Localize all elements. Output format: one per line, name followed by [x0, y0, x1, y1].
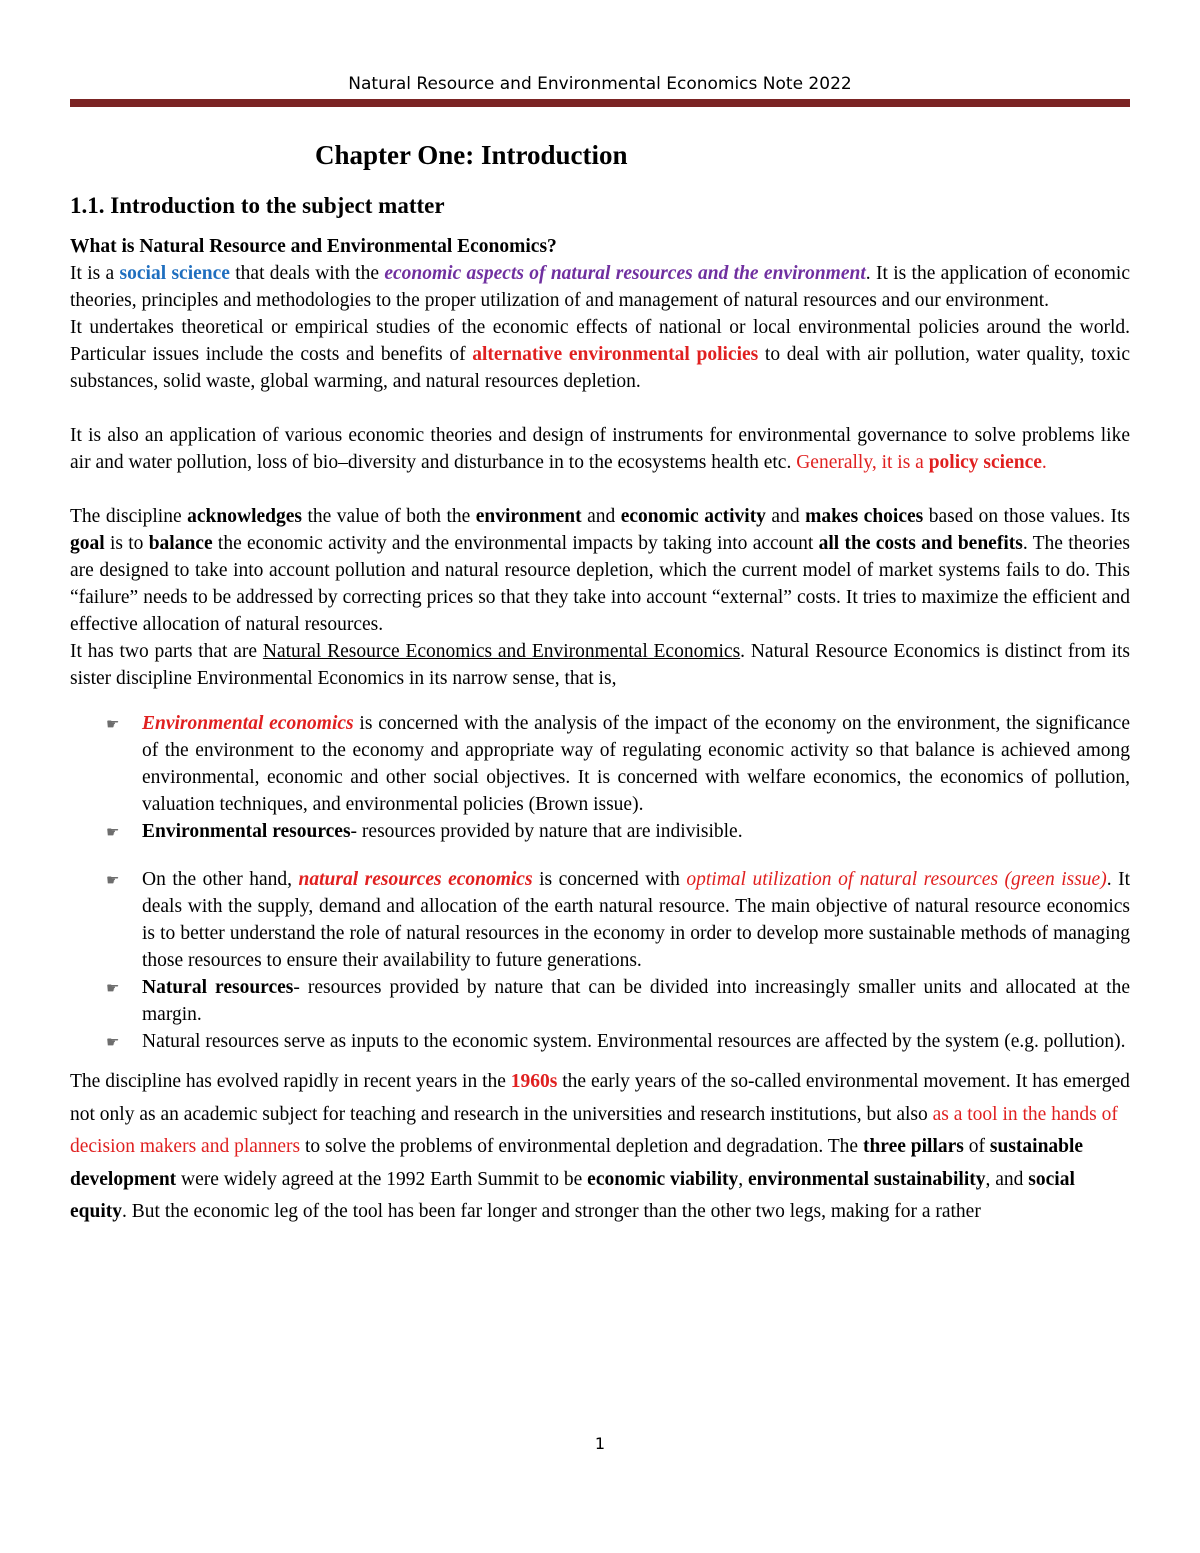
underlined-two-parts: Natural Resource Economics and Environmental Economics: [262, 641, 741, 662]
paragraph-evolution: The discipline has evolved rapidly in recent years in the 1960s the early years of the so-called environmental movement. It has emerged not only as an academic subject for teaching and research in the universities and research institutions, but also as a tool in the hands of decision makers and planners to solve the problems of environmental depletion and degradation. The three pillars of sustainable development were widely agreed at the 1992 Earth Summit to be economic viability, environmental sustainability, and social equity. But the economic leg of the tool has been far longer and stronger than the other two legs, making for a rather: [70, 1071, 1130, 1222]
section-title: 1.1. Introduction to the subject matter: [70, 193, 445, 218]
highlight-alternative-policies: alternative environmental policies: [472, 344, 759, 365]
list-item: ☛ On the other hand, natural resources economics is concerned with optimal utilization of natural resources (green issue). It deals with the supply, demand and allocation of the earth natural resource. The main objective of natural resource economics is to better understand the role of natural resources in the economy in order to develop more sustainable methods of managing those resources to ensure their availability to future generations.: [106, 869, 1131, 971]
highlight-generally: Generally, it is a: [796, 452, 929, 473]
highlight-1960s: 1960s: [510, 1071, 558, 1092]
page-header: Natural Resource and Environmental Economics Note 2022: [348, 74, 852, 94]
pointing-hand-bullet-icon: ☛: [106, 823, 120, 841]
paragraph-application: It is also an application of various economic theories and design of instruments for environmental governance to solve problems like air and water pollution, loss of bio–diversity and disturbance in to the ecosystems health etc. Generally, it is a policy science.: [70, 425, 1130, 473]
pointing-hand-bullet-icon: ☛: [106, 1033, 120, 1051]
list-item: ☛ Environmental resources- resources provided by nature that are indivisible.: [70, 818, 1130, 845]
chapter-title: Chapter One: Introduction: [315, 140, 628, 170]
question-heading: What is Natural Resource and Environmental Economics?: [70, 236, 557, 257]
paragraph-definition: It is a social science that deals with the economic aspects of natural resources and the environment. It is the application of economic theories, principles and methodologies to the proper utilization of and management of natural resources and our environment.: [70, 263, 1130, 311]
highlight-social-science: social science: [119, 263, 230, 284]
pointing-hand-bullet-icon: ☛: [106, 715, 120, 733]
highlight-policy-science: policy science: [928, 452, 1042, 473]
paragraph-discipline: The discipline acknowledges the value of both the environment and economic activity and makes choices based on those values. Its goal is to balance the economic activity and the environmental impacts by taking into account all the costs and benefits. The theories are designed to take into account pollution and natural resource depletion, which the current model of market systems fails to do. This “failure” needs to be addressed by correcting prices so that they take into account “external” costs. It tries to maximize the efficient and effective allocation of natural resources.: [70, 506, 1130, 635]
list-item: ☛ Natural resources- resources provided by nature that can be divided into increasingly smaller units and allocated at the margin.: [106, 977, 1130, 1025]
header-rule: [70, 99, 1130, 107]
list-item: ☛ Natural resources serve as inputs to the economic system. Environmental resources are affected by the system (e.g. pollution).: [70, 1028, 1130, 1055]
paragraph-two-parts: It has two parts that are Natural Resource Economics and Environmental Economics. Natural Resource Economics is distinct from its sister discipline Environmental Economics in its narrow sense, that is,: [70, 641, 1131, 689]
paragraph-studies: It undertakes theoretical or empirical studies of the economic effects of national or local environmental policies around the world. Particular issues include the costs and benefits of alternative environmental policies to deal with air pollution, water quality, toxic substances, solid waste, global warming, and natural resources depletion.: [70, 317, 1130, 392]
highlight-tool: as a tool in the hands of decision makers and planners: [70, 1103, 1118, 1157]
bullet-list: [70, 710, 1130, 1055]
pointing-hand-bullet-icon: ☛: [106, 871, 120, 889]
pointing-hand-bullet-icon: ☛: [106, 979, 120, 997]
document-body: [70, 132, 1130, 1229]
page-number: 1: [594, 1434, 606, 1453]
highlight-economic-aspects: economic aspects of natural resources and the environment: [384, 263, 866, 284]
list-item: ☛ Environmental economics is concerned with the analysis of the impact of the economy on the environment, the significance of the environment to the economy and appropriate way of regulating economic activity so that balance is achieved among environmental, economic and other social objectives. It is concerned with welfare economics, the economics of pollution, valuation techniques, and environmental policies (Brown issue).: [106, 713, 1130, 815]
